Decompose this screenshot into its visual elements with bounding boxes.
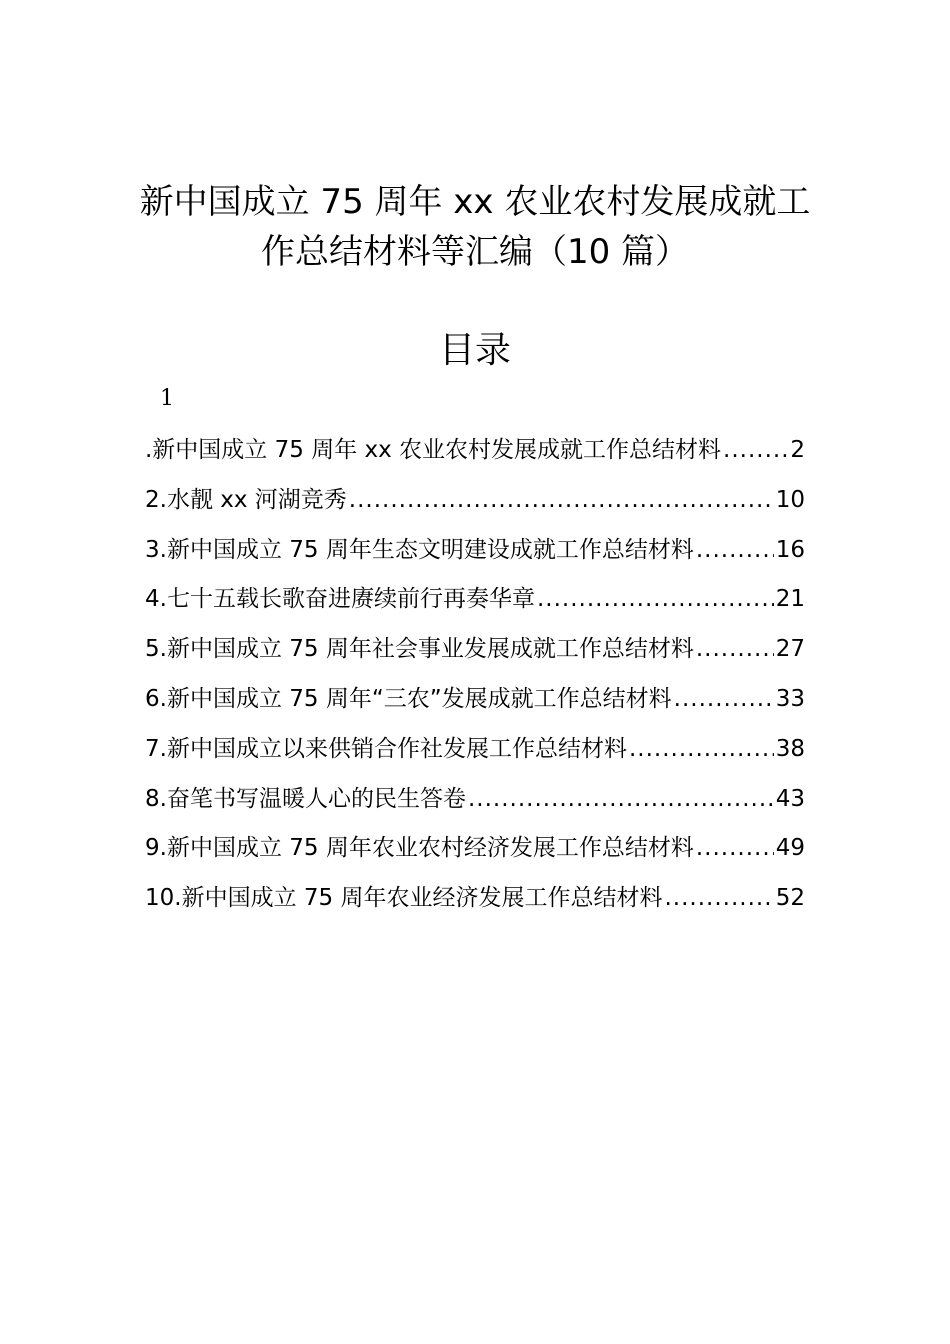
toc-entry-title: 2.水靓 xx 河湖竞秀 — [145, 486, 347, 513]
toc-entry-page: 49 — [775, 835, 805, 862]
toc-dot-leader — [664, 876, 773, 920]
toc-dot-leader — [696, 528, 774, 572]
toc-heading: 目录 — [438, 330, 511, 371]
toc-entry-2[interactable] — [145, 478, 805, 528]
toc-entry-page: 27 — [775, 636, 805, 663]
toc-entry-7[interactable] — [145, 727, 805, 777]
toc-dot-leader — [349, 478, 774, 522]
toc-entry-page: 43 — [775, 785, 805, 812]
toc-entry-4[interactable] — [145, 577, 805, 627]
toc-entry-title: 9.新中国成立 75 周年农业农村经济发展工作总结材料 — [145, 835, 694, 862]
toc-entry-page: 38 — [775, 735, 805, 762]
toc-entry-title: 6.新中国成立 75 周年“三农”发展成就工作总结材料 — [145, 685, 672, 712]
toc-dot-leader — [723, 428, 788, 472]
toc-entry-page: 52 — [775, 885, 805, 912]
toc-dot-leader — [674, 677, 774, 721]
document-title-line-1: 新中国成立 75 周年 xx 农业农村发展成就工 — [139, 182, 811, 222]
toc-entry-9[interactable] — [145, 826, 805, 876]
document-title-line-2: 作总结材料等汇编（10 篇） — [260, 232, 690, 272]
toc-entry-10[interactable] — [145, 876, 805, 926]
toc-entry-title: 5.新中国成立 75 周年社会事业发展成就工作总结材料 — [145, 636, 694, 663]
table-of-contents — [145, 428, 805, 926]
stray-page-number: 1 — [160, 386, 174, 411]
toc-entry-6[interactable] — [145, 677, 805, 727]
toc-entry-title: 3.新中国成立 75 周年生态文明建设成就工作总结材料 — [145, 536, 694, 563]
toc-entry-page: 33 — [775, 685, 805, 712]
toc-entry-title: .新中国成立 75 周年 xx 农业农村发展成就工作总结材料 — [145, 437, 722, 463]
toc-dot-leader — [696, 826, 774, 870]
toc-dot-leader — [696, 627, 774, 671]
toc-entry-title: 7.新中国成立以来供销合作社发展工作总结材料 — [145, 735, 627, 762]
toc-entry-8[interactable] — [145, 777, 805, 827]
toc-entry-title: 4.七十五载长歌奋进赓续前行再奏华章 — [145, 586, 535, 613]
toc-dot-leader — [537, 577, 774, 621]
toc-entry-3[interactable] — [145, 528, 805, 578]
toc-entry-title: 10.新中国成立 75 周年农业经济发展工作总结材料 — [145, 885, 663, 912]
toc-entry-5[interactable] — [145, 627, 805, 677]
toc-dot-leader — [629, 727, 774, 771]
toc-dot-leader — [468, 777, 774, 821]
toc-entry-title: 8.奋笔书写温暖人心的民生答卷 — [145, 785, 466, 812]
toc-entry-page: 21 — [775, 586, 805, 613]
toc-entry-page: 2 — [790, 437, 805, 463]
toc-entry-page: 16 — [775, 536, 805, 563]
toc-entry-1[interactable] — [145, 428, 805, 478]
toc-entry-page: 10 — [775, 486, 805, 513]
